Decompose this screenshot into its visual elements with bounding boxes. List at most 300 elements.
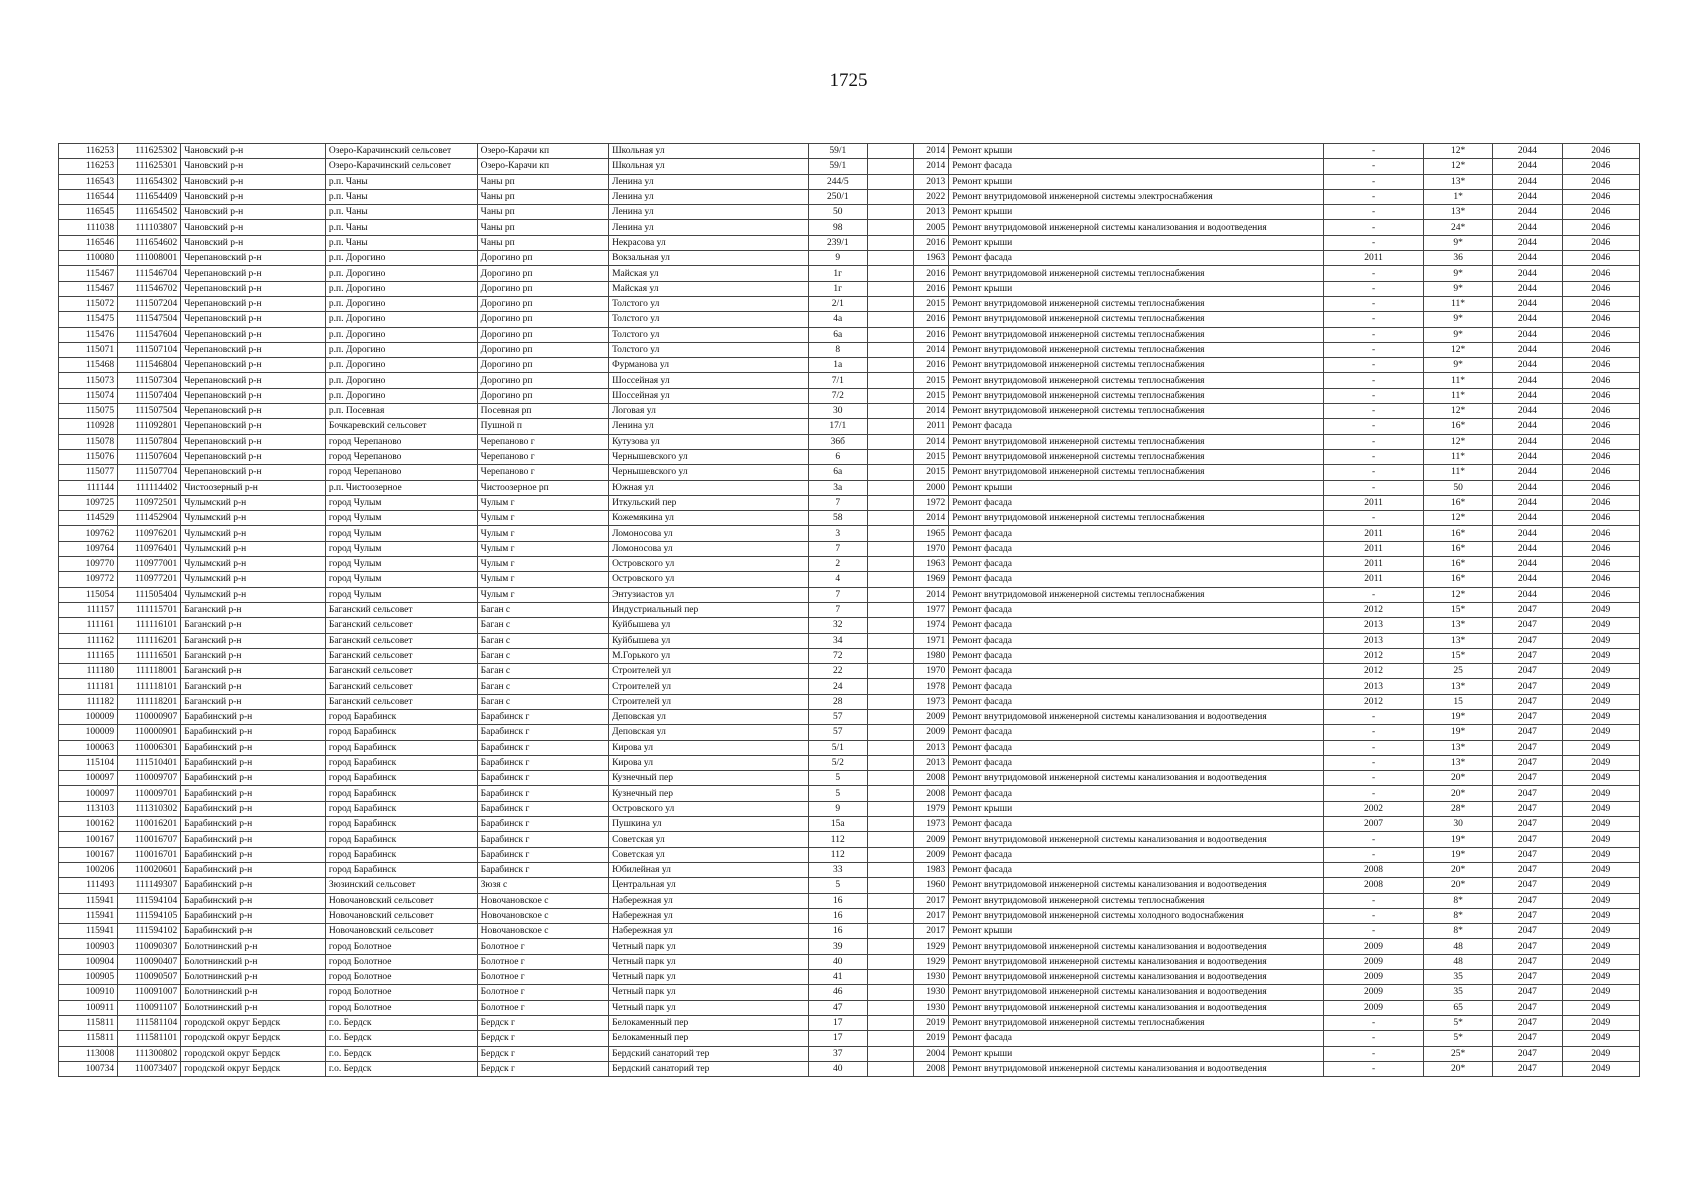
cell-house-id: 100063 — [59, 740, 118, 755]
cell-work-id: 110090507 — [118, 970, 181, 985]
cell-last-repair-year: - — [1324, 709, 1424, 724]
cell-district: Баганский р-н — [181, 633, 326, 648]
cell-plan-start: 2047 — [1493, 878, 1562, 893]
cell-settlement: Дорогино рп — [477, 281, 608, 296]
cell-build-year: 2016 — [913, 312, 949, 327]
cell-street: Четный парк ул — [609, 954, 809, 969]
cell-municipality: г.о. Бердск — [325, 1031, 477, 1046]
cell-work-id: 111507804 — [118, 434, 181, 449]
cell-plan-start: 2047 — [1493, 1015, 1562, 1030]
table-row — [59, 1031, 1640, 1046]
cell-municipality: р.п. Дорогино — [325, 281, 477, 296]
table-row — [59, 266, 1640, 281]
cell-plan-end: 2046 — [1562, 205, 1640, 220]
cell-work-type: Ремонт внутридомовой инженерной системы теплоснабжения — [949, 373, 1324, 388]
cell-work-type: Ремонт крыши — [949, 281, 1324, 296]
cell-plan-start: 2044 — [1493, 557, 1562, 572]
cell-work-type: Ремонт фасада — [949, 159, 1324, 174]
cell-house-id: 115941 — [59, 908, 118, 923]
cell-settlement: Новочановское с — [477, 924, 608, 939]
cell-build-year: 1974 — [913, 618, 949, 633]
cell-house-id: 111162 — [59, 633, 118, 648]
cell-settlement: Чулым г — [477, 572, 608, 587]
cell-blank — [867, 694, 913, 709]
cell-house-number: 7 — [808, 495, 867, 510]
cell-house-id: 115077 — [59, 465, 118, 480]
cell-blank — [867, 1046, 913, 1061]
cell-municipality: город Барабинск — [325, 817, 477, 832]
cell-work-type: Ремонт фасада — [949, 541, 1324, 556]
cell-build-year: 2015 — [913, 296, 949, 311]
cell-municipality: р.п. Чаны — [325, 205, 477, 220]
cell-settlement: Бердск г — [477, 1046, 608, 1061]
cell-wear: 12* — [1423, 434, 1492, 449]
cell-work-type: Ремонт внутридомовой инженерной системы теплоснабжения — [949, 327, 1324, 342]
cell-plan-end: 2046 — [1562, 281, 1640, 296]
cell-plan-start: 2047 — [1493, 1000, 1562, 1015]
cell-wear: 19* — [1423, 725, 1492, 740]
cell-build-year: 1963 — [913, 251, 949, 266]
cell-work-id: 111118001 — [118, 664, 181, 679]
cell-work-id: 110090307 — [118, 939, 181, 954]
cell-blank — [867, 312, 913, 327]
cell-last-repair-year: - — [1324, 465, 1424, 480]
cell-street: Пушкина ул — [609, 817, 809, 832]
cell-blank — [867, 740, 913, 755]
cell-plan-end: 2046 — [1562, 266, 1640, 281]
cell-last-repair-year: - — [1324, 587, 1424, 602]
cell-house-id: 115941 — [59, 893, 118, 908]
cell-plan-start: 2044 — [1493, 587, 1562, 602]
table-row — [59, 557, 1640, 572]
cell-build-year: 2014 — [913, 342, 949, 357]
cell-settlement: Баган с — [477, 602, 608, 617]
cell-house-id: 111165 — [59, 648, 118, 663]
cell-district: Черепановский р-н — [181, 327, 326, 342]
cell-plan-start: 2047 — [1493, 709, 1562, 724]
cell-house-number: 98 — [808, 220, 867, 235]
cell-work-type: Ремонт внутридомовой инженерной системы теплоснабжения — [949, 465, 1324, 480]
cell-plan-end: 2046 — [1562, 388, 1640, 403]
cell-wear: 16* — [1423, 526, 1492, 541]
cell-last-repair-year: - — [1324, 174, 1424, 189]
cell-work-id: 111116101 — [118, 618, 181, 633]
cell-work-id: 111594102 — [118, 924, 181, 939]
cell-district: Барабинский р-н — [181, 847, 326, 862]
cell-plan-end: 2049 — [1562, 725, 1640, 740]
cell-settlement: Новочановское с — [477, 893, 608, 908]
cell-plan-start: 2044 — [1493, 419, 1562, 434]
cell-build-year: 1970 — [913, 664, 949, 679]
cell-plan-end: 2046 — [1562, 526, 1640, 541]
cell-work-id: 110000907 — [118, 709, 181, 724]
cell-district: Баганский р-н — [181, 679, 326, 694]
cell-build-year: 2017 — [913, 924, 949, 939]
cell-plan-end: 2046 — [1562, 144, 1640, 159]
cell-plan-start: 2044 — [1493, 511, 1562, 526]
cell-house-id: 111180 — [59, 664, 118, 679]
cell-work-id: 110090407 — [118, 954, 181, 969]
table-row — [59, 189, 1640, 204]
cell-blank — [867, 1031, 913, 1046]
cell-plan-end: 2046 — [1562, 220, 1640, 235]
cell-work-id: 111507504 — [118, 404, 181, 419]
cell-plan-start: 2047 — [1493, 664, 1562, 679]
cell-work-type: Ремонт крыши — [949, 480, 1324, 495]
cell-settlement: Чаны рп — [477, 220, 608, 235]
cell-wear: 12* — [1423, 144, 1492, 159]
cell-house-number: 17/1 — [808, 419, 867, 434]
cell-work-id: 110009701 — [118, 786, 181, 801]
cell-work-type: Ремонт внутридомовой инженерной системы теплоснабжения — [949, 358, 1324, 373]
cell-plan-start: 2044 — [1493, 205, 1562, 220]
cell-last-repair-year: - — [1324, 144, 1424, 159]
cell-house-number: 5 — [808, 786, 867, 801]
cell-blank — [867, 342, 913, 357]
cell-blank — [867, 541, 913, 556]
cell-blank — [867, 771, 913, 786]
cell-district: Черепановский р-н — [181, 449, 326, 464]
cell-plan-start: 2047 — [1493, 1031, 1562, 1046]
cell-work-id: 111008001 — [118, 251, 181, 266]
cell-house-id: 115078 — [59, 434, 118, 449]
cell-house-number: 4а — [808, 312, 867, 327]
cell-work-type: Ремонт внутридомовой инженерной системы электроснабжения — [949, 189, 1324, 204]
cell-municipality: город Болотное — [325, 939, 477, 954]
cell-street: Школьная ул — [609, 159, 809, 174]
cell-street: Ленина ул — [609, 220, 809, 235]
cell-plan-end: 2049 — [1562, 1061, 1640, 1076]
cell-plan-end: 2049 — [1562, 862, 1640, 877]
cell-plan-end: 2046 — [1562, 342, 1640, 357]
cell-street: Набережная ул — [609, 924, 809, 939]
cell-plan-start: 2047 — [1493, 954, 1562, 969]
cell-blank — [867, 755, 913, 770]
cell-municipality: р.п. Чаны — [325, 220, 477, 235]
cell-work-id: 111546702 — [118, 281, 181, 296]
page-number: 1725 — [829, 70, 868, 91]
cell-municipality: город Чулым — [325, 511, 477, 526]
cell-last-repair-year: - — [1324, 924, 1424, 939]
cell-street: Кирова ул — [609, 740, 809, 755]
cell-house-number: 5/1 — [808, 740, 867, 755]
cell-blank — [867, 618, 913, 633]
cell-work-type: Ремонт фасада — [949, 526, 1324, 541]
cell-settlement: Болотное г — [477, 970, 608, 985]
cell-district: Баганский р-н — [181, 602, 326, 617]
cell-street: Толстого ул — [609, 312, 809, 327]
cell-street: М.Горького ул — [609, 648, 809, 663]
cell-last-repair-year: 2007 — [1324, 817, 1424, 832]
cell-last-repair-year: 2009 — [1324, 954, 1424, 969]
cell-house-number: 17 — [808, 1015, 867, 1030]
cell-build-year: 2017 — [913, 908, 949, 923]
cell-blank — [867, 572, 913, 587]
cell-municipality: город Чулым — [325, 526, 477, 541]
cell-plan-end: 2049 — [1562, 709, 1640, 724]
cell-settlement: Барабинск г — [477, 740, 608, 755]
cell-build-year: 2014 — [913, 404, 949, 419]
cell-district: Черепановский р-н — [181, 251, 326, 266]
cell-municipality: г.о. Бердск — [325, 1061, 477, 1076]
cell-municipality: Новочановский сельсовет — [325, 893, 477, 908]
cell-last-repair-year: - — [1324, 908, 1424, 923]
cell-street: Четный парк ул — [609, 985, 809, 1000]
cell-wear: 11* — [1423, 296, 1492, 311]
cell-municipality: г.о. Бердск — [325, 1046, 477, 1061]
cell-municipality: р.п. Дорогино — [325, 296, 477, 311]
cell-wear: 35 — [1423, 970, 1492, 985]
cell-work-type: Ремонт крыши — [949, 174, 1324, 189]
cell-wear: 12* — [1423, 159, 1492, 174]
table-row — [59, 342, 1640, 357]
table-row — [59, 679, 1640, 694]
cell-municipality: город Барабинск — [325, 786, 477, 801]
cell-district: Баганский р-н — [181, 618, 326, 633]
cell-settlement: Дорогино рп — [477, 266, 608, 281]
cell-house-id: 109762 — [59, 526, 118, 541]
cell-plan-start: 2044 — [1493, 572, 1562, 587]
cell-house-number: 8 — [808, 342, 867, 357]
cell-wear: 20* — [1423, 771, 1492, 786]
cell-last-repair-year: - — [1324, 342, 1424, 357]
cell-work-type: Ремонт внутридомовой инженерной системы холодного водоснабжения — [949, 908, 1324, 923]
cell-house-number: 58 — [808, 511, 867, 526]
table-row — [59, 434, 1640, 449]
cell-house-number: 59/1 — [808, 159, 867, 174]
cell-wear: 13* — [1423, 205, 1492, 220]
cell-last-repair-year: 2002 — [1324, 801, 1424, 816]
table-row — [59, 847, 1640, 862]
cell-house-number: 37 — [808, 1046, 867, 1061]
capital-repair-register-table — [58, 143, 1640, 1077]
cell-house-number: 16 — [808, 893, 867, 908]
cell-street: Советская ул — [609, 832, 809, 847]
cell-settlement: Чаны рп — [477, 174, 608, 189]
cell-municipality: город Черепаново — [325, 465, 477, 480]
cell-street: Деповская ул — [609, 725, 809, 740]
cell-blank — [867, 144, 913, 159]
cell-last-repair-year: - — [1324, 1031, 1424, 1046]
cell-plan-start: 2047 — [1493, 801, 1562, 816]
cell-house-number: 39 — [808, 939, 867, 954]
cell-house-id: 114529 — [59, 511, 118, 526]
cell-last-repair-year: 2012 — [1324, 602, 1424, 617]
cell-settlement: Посевная рп — [477, 404, 608, 419]
cell-blank — [867, 373, 913, 388]
cell-settlement: Болотное г — [477, 985, 608, 1000]
table-row — [59, 664, 1640, 679]
cell-plan-end: 2046 — [1562, 251, 1640, 266]
cell-street: Кутузова ул — [609, 434, 809, 449]
cell-district: Черепановский р-н — [181, 373, 326, 388]
cell-build-year: 1972 — [913, 495, 949, 510]
cell-street: Строителей ул — [609, 664, 809, 679]
cell-build-year: 2014 — [913, 434, 949, 449]
cell-blank — [867, 954, 913, 969]
cell-wear: 13* — [1423, 740, 1492, 755]
cell-blank — [867, 235, 913, 250]
cell-plan-start: 2047 — [1493, 832, 1562, 847]
cell-street: Толстого ул — [609, 342, 809, 357]
cell-plan-start: 2044 — [1493, 465, 1562, 480]
cell-work-type: Ремонт внутридомовой инженерной системы теплоснабжения — [949, 434, 1324, 449]
cell-wear: 20* — [1423, 862, 1492, 877]
table-row — [59, 327, 1640, 342]
cell-work-id: 110006301 — [118, 740, 181, 755]
cell-work-type: Ремонт внутридомовой инженерной системы теплоснабжения — [949, 266, 1324, 281]
cell-build-year: 2000 — [913, 480, 949, 495]
cell-house-number: 41 — [808, 970, 867, 985]
cell-municipality: город Барабинск — [325, 740, 477, 755]
cell-build-year: 2009 — [913, 709, 949, 724]
cell-last-repair-year: - — [1324, 189, 1424, 204]
cell-build-year: 2013 — [913, 174, 949, 189]
table-row — [59, 159, 1640, 174]
cell-municipality: Озеро-Карачинский сельсовет — [325, 144, 477, 159]
cell-house-id: 100162 — [59, 817, 118, 832]
cell-last-repair-year: - — [1324, 419, 1424, 434]
table-row — [59, 174, 1640, 189]
cell-plan-start: 2044 — [1493, 541, 1562, 556]
cell-work-id: 110000901 — [118, 725, 181, 740]
cell-wear: 9* — [1423, 281, 1492, 296]
cell-house-id: 100910 — [59, 985, 118, 1000]
cell-blank — [867, 189, 913, 204]
cell-last-repair-year: 2009 — [1324, 1000, 1424, 1015]
cell-build-year: 1960 — [913, 878, 949, 893]
cell-house-id: 115941 — [59, 924, 118, 939]
cell-plan-end: 2049 — [1562, 664, 1640, 679]
cell-house-id: 110080 — [59, 251, 118, 266]
cell-district: Барабинский р-н — [181, 740, 326, 755]
cell-build-year: 2011 — [913, 419, 949, 434]
cell-wear: 13* — [1423, 174, 1492, 189]
cell-plan-end: 2046 — [1562, 235, 1640, 250]
cell-last-repair-year: - — [1324, 281, 1424, 296]
cell-district: Барабинский р-н — [181, 862, 326, 877]
table-row — [59, 633, 1640, 648]
cell-blank — [867, 801, 913, 816]
cell-house-id: 109764 — [59, 541, 118, 556]
cell-district: Чулымский р-н — [181, 572, 326, 587]
table-row — [59, 985, 1640, 1000]
cell-plan-end: 2049 — [1562, 694, 1640, 709]
cell-district: Чулымский р-н — [181, 587, 326, 602]
cell-work-id: 111507304 — [118, 373, 181, 388]
table-row — [59, 602, 1640, 617]
cell-settlement: Черепаново г — [477, 465, 608, 480]
cell-house-number: 7/2 — [808, 388, 867, 403]
cell-work-id: 111103807 — [118, 220, 181, 235]
cell-settlement: Дорогино рп — [477, 296, 608, 311]
cell-build-year: 2016 — [913, 235, 949, 250]
table-row — [59, 771, 1640, 786]
cell-house-number: 9 — [808, 801, 867, 816]
cell-house-number: 36б — [808, 434, 867, 449]
cell-last-repair-year: - — [1324, 893, 1424, 908]
cell-house-number: 33 — [808, 862, 867, 877]
cell-street: Ленина ул — [609, 189, 809, 204]
cell-work-type: Ремонт фасада — [949, 755, 1324, 770]
cell-plan-start: 2047 — [1493, 602, 1562, 617]
cell-municipality: р.п. Посевная — [325, 404, 477, 419]
cell-settlement: Барабинск г — [477, 862, 608, 877]
cell-municipality: город Чулым — [325, 541, 477, 556]
cell-plan-start: 2044 — [1493, 404, 1562, 419]
cell-work-type: Ремонт фасада — [949, 495, 1324, 510]
cell-blank — [867, 878, 913, 893]
cell-municipality: р.п. Чаны — [325, 189, 477, 204]
cell-street: Кирова ул — [609, 755, 809, 770]
cell-plan-start: 2044 — [1493, 373, 1562, 388]
cell-build-year: 2016 — [913, 281, 949, 296]
cell-plan-start: 2047 — [1493, 862, 1562, 877]
cell-street: Ленина ул — [609, 419, 809, 434]
cell-plan-start: 2044 — [1493, 358, 1562, 373]
cell-work-id: 111149307 — [118, 878, 181, 893]
table-row — [59, 480, 1640, 495]
cell-house-number: 7 — [808, 587, 867, 602]
cell-work-type: Ремонт фасада — [949, 419, 1324, 434]
cell-house-id: 115076 — [59, 449, 118, 464]
cell-street: Островского ул — [609, 572, 809, 587]
cell-last-repair-year: - — [1324, 205, 1424, 220]
cell-wear: 48 — [1423, 954, 1492, 969]
cell-municipality: город Барабинск — [325, 755, 477, 770]
cell-settlement: Болотное г — [477, 1000, 608, 1015]
cell-work-id: 110976401 — [118, 541, 181, 556]
cell-plan-start: 2044 — [1493, 144, 1562, 159]
cell-street: Чернышевского ул — [609, 449, 809, 464]
cell-street: Шоссейная ул — [609, 373, 809, 388]
cell-municipality: Новочановский сельсовет — [325, 924, 477, 939]
cell-work-id: 111625302 — [118, 144, 181, 159]
cell-build-year: 2008 — [913, 1061, 949, 1076]
cell-build-year: 2019 — [913, 1031, 949, 1046]
cell-house-id: 115811 — [59, 1015, 118, 1030]
cell-wear: 12* — [1423, 342, 1492, 357]
cell-work-type: Ремонт крыши — [949, 144, 1324, 159]
cell-house-id: 115811 — [59, 1031, 118, 1046]
cell-house-number: 239/1 — [808, 235, 867, 250]
cell-build-year: 2014 — [913, 587, 949, 602]
cell-plan-end: 2049 — [1562, 679, 1640, 694]
cell-street: Ленина ул — [609, 174, 809, 189]
cell-wear: 65 — [1423, 1000, 1492, 1015]
cell-work-type: Ремонт внутридомовой инженерной системы канализования и водоотведения — [949, 709, 1324, 724]
cell-wear: 16* — [1423, 541, 1492, 556]
cell-district: Чулымский р-н — [181, 557, 326, 572]
cell-house-id: 116546 — [59, 235, 118, 250]
cell-build-year: 2008 — [913, 771, 949, 786]
cell-district: Болотнинский р-н — [181, 970, 326, 985]
cell-blank — [867, 832, 913, 847]
cell-last-repair-year: 2009 — [1324, 985, 1424, 1000]
cell-last-repair-year: - — [1324, 449, 1424, 464]
cell-work-type: Ремонт фасада — [949, 1031, 1324, 1046]
cell-settlement: Черепаново г — [477, 449, 608, 464]
cell-work-type: Ремонт внутридомовой инженерной системы теплоснабжения — [949, 404, 1324, 419]
cell-blank — [867, 434, 913, 449]
cell-plan-start: 2044 — [1493, 480, 1562, 495]
cell-work-type: Ремонт внутридомовой инженерной системы канализования и водоотведения — [949, 970, 1324, 985]
cell-work-id: 110976201 — [118, 526, 181, 541]
cell-street: Кузнечный пер — [609, 786, 809, 801]
cell-house-number: 22 — [808, 664, 867, 679]
cell-municipality: Баганский сельсовет — [325, 679, 477, 694]
cell-municipality: город Болотное — [325, 1000, 477, 1015]
